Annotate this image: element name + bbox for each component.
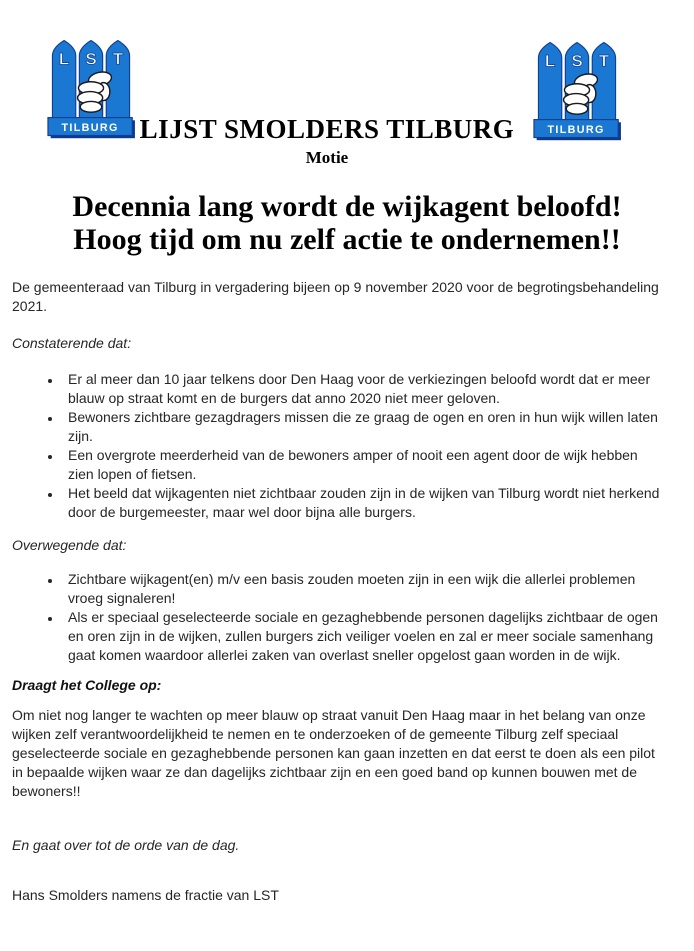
document-type-label: Motie bbox=[305, 148, 349, 167]
closing-line: En gaat over tot de orde van de dag. bbox=[12, 837, 240, 853]
logo-city-label: TILBURG bbox=[547, 124, 605, 137]
list-item: • Er al meer dan 10 jaar telkens door Den Haag voor de verkiezingen beloofd wordt dat er meer blauw op straat komt en de burgers dat anno 2020 niet meer geloven. bbox=[62, 370, 664, 408]
document-header bbox=[0, 114, 694, 168]
signature-line: Hans Smolders namens de fractie van LST bbox=[12, 887, 279, 903]
logo-letter-t: T bbox=[112, 49, 124, 69]
list-item: • Bewoners zichtbare gezagdragers missen die ze graag de ogen en oren in hun wijk willen laten zijn. bbox=[62, 408, 664, 446]
headline-line1: Decennia lang wordt de wijkagent beloofd! bbox=[72, 190, 622, 223]
party-title: LIJST SMOLDERS TILBURG bbox=[139, 114, 515, 144]
overwegende-list bbox=[12, 570, 664, 665]
list-item: • Als er speciaal geselecteerde sociale en gezaghebbende personen dagelijks zichtbaar de ogen en oren zijn in de wijken, zullen burgers zich veiliger voelen en zal er meer sociale samenhang gaat komen waardoor allerlei zaken van overlast sneller opgelost gaan worden in de wijk. bbox=[62, 608, 664, 665]
constaterende-list bbox=[12, 370, 664, 522]
list-item: • Het beeld dat wijkagenten niet zichtbaar zouden zijn in de wijken van Tilburg wordt niet herkend door de burgemeester, maar wel door bijna alle burgers. bbox=[62, 484, 664, 522]
section-heading-constaterende: Constaterende dat: bbox=[12, 335, 132, 351]
logo-city-label: TILBURG bbox=[61, 122, 119, 135]
document-body bbox=[12, 278, 664, 905]
logo-letter-l: L bbox=[544, 51, 556, 71]
motion-headline bbox=[0, 190, 694, 256]
headline-line2: Hoog tijd om nu zelf actie te ondernemen!! bbox=[73, 223, 621, 256]
logo-letter-s: S bbox=[85, 49, 97, 69]
list-item: • Een overgrote meerderheid van de bewoners amper of nooit een agent door de wijk hebben zien lopen of fietsen. bbox=[62, 446, 664, 484]
draagt-paragraph: Om niet nog langer te wachten op meer blauw op straat vanuit Den Haag maar in het belang van onze wijken zelf verantwoordelijkheid te nemen en te onderzoeken of de gemeente Tilburg zelf speciaal geselecteerde sociale en gezaghebbende personen kan gaan inzetten en dat eerst te doen als een pilot in bepaalde wijken waar ze dan dagelijks zichtbaar zijn en een goed band op kunnen bouwen met de bewoners!! bbox=[12, 707, 655, 799]
logo-letter-s: S bbox=[571, 51, 583, 71]
section-heading-draagt: Draagt het College op: bbox=[12, 677, 162, 693]
list-item: • Zichtbare wijkagent(en) m/v een basis zouden moeten zijn in een wijk die allerlei problemen vroeg signaleren! bbox=[62, 570, 664, 608]
logo-letter-t: T bbox=[598, 51, 610, 71]
intro-paragraph: De gemeenteraad van Tilburg in vergadering bijeen op 9 november 2020 voor de begrotingsbehandeling 2021. bbox=[12, 279, 659, 314]
section-heading-overwegende: Overwegende dat: bbox=[12, 537, 127, 553]
logo-letter-l: L bbox=[58, 49, 70, 69]
